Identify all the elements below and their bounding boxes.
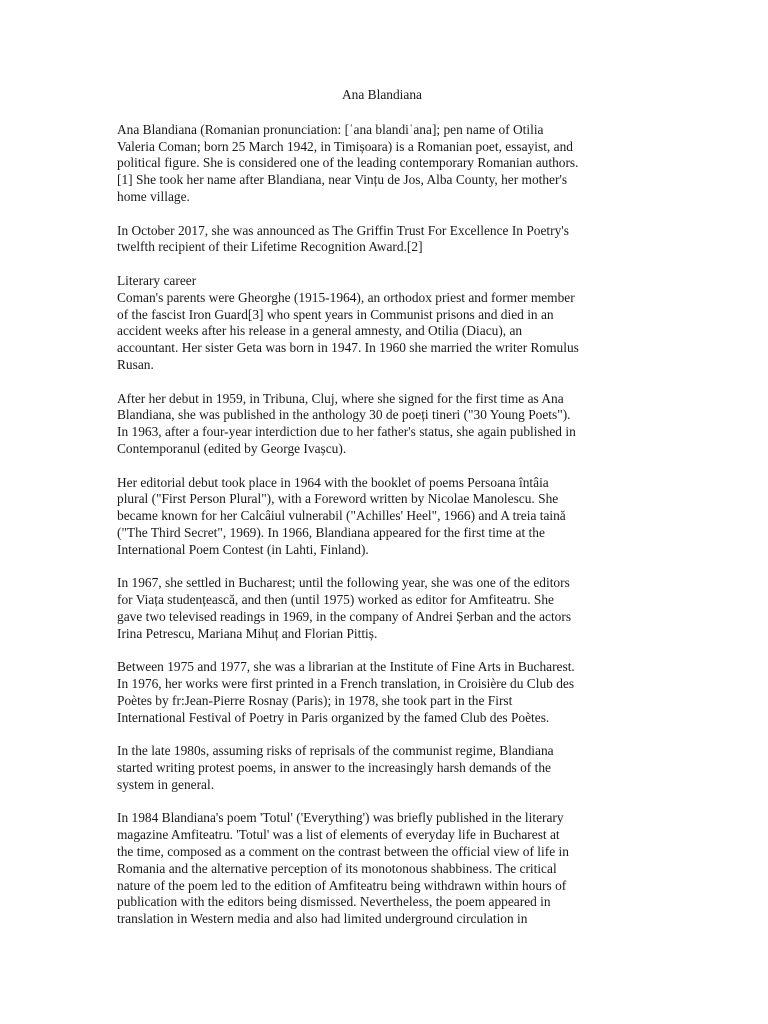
paragraph [117, 743, 647, 793]
paragraph-line: Poètes by fr:Jean-Pierre Rosnay (Paris); in 1978, she took part in the First [117, 692, 513, 708]
paragraph-line: nature of the poem led to the edition of Amfiteatru being withdrawn within hours of [117, 877, 567, 893]
paragraph-line: In 1963, after a four-year interdiction due to her father's status, she again published in [117, 424, 576, 440]
paragraph-line: Coman's parents were Gheorghe (1915-1964), an orthodox priest and former member [117, 289, 575, 305]
paragraph-line: accident weeks after his release in a general amnesty, and Otilia (Diacu), an [117, 323, 523, 339]
paragraph [117, 810, 647, 928]
paragraph-line: After her debut in 1959, in Tribuna, Cluj, where she signed for the first time as Ana [117, 390, 564, 406]
paragraph-line: political figure. She is considered one of the leading contemporary Romanian authors. [117, 155, 579, 171]
page-title: Ana Blandiana [342, 87, 422, 102]
paragraph-line: system in general. [117, 776, 215, 792]
paragraph-line: plural ("First Person Plural"), with a Foreword written by Nicolae Manolescu. She [117, 491, 559, 507]
paragraph-line: the time, composed as a comment on the contrast between the official view of life in [117, 844, 569, 860]
paragraph-line: Valeria Coman; born 25 March 1942, in Timișoara) is a Romanian poet, essayist, and [117, 138, 573, 154]
paragraph-line: home village. [117, 188, 190, 204]
paragraph [117, 391, 647, 458]
paragraph [117, 122, 647, 206]
paragraph-line: In 1984 Blandiana's poem 'Totul' ('Everything') was briefly published in the literary [117, 810, 564, 826]
paragraph [117, 290, 647, 374]
paragraph-line: became known for her Calcâiul vulnerabil ("Achilles' Heel", 1966) and A treia taină [117, 508, 566, 524]
paragraph-line: started writing protest poems, in answer to the increasingly harsh demands of the [117, 760, 551, 776]
paragraph [117, 575, 647, 642]
paragraph-line: Ana Blandiana (Romanian pronunciation: [ˈana blandiˈana]; pen name of Otilia [117, 121, 544, 137]
paragraph-line: for Viața studențească, and then (until 1975) worked as editor for Amfiteatru. She [117, 592, 554, 608]
document-body [117, 87, 647, 945]
paragraph-line: magazine Amfiteatru. 'Totul' was a list of elements of everyday life in Bucharest at [117, 827, 560, 843]
paragraph-line: In the late 1980s, assuming risks of reprisals of the communist regime, Blandiana [117, 743, 554, 759]
paragraph-line: gave two televised readings in 1969, in the company of Andrei Șerban and the actors [117, 608, 572, 624]
paragraph-line: publication with the editors being dismissed. Nevertheless, the poem appeared in [117, 894, 551, 910]
section-heading: Literary career [117, 272, 197, 288]
paragraph-line: translation in Western media and also had limited underground circulation in [117, 911, 528, 927]
paragraph-line: Rusan. [117, 356, 154, 372]
paragraph-line: Blandiana, she was published in the anthology 30 de poeți tineri ("30 Young Poets"). [117, 407, 571, 423]
literary-career-section [117, 290, 647, 928]
paragraph-line: of the fascist Iron Guard[3] who spent years in Communist prisons and died in an [117, 306, 554, 322]
paragraph-line: Contemporanul (edited by George Ivașcu). [117, 440, 347, 456]
paragraph-line: Irina Petrescu, Mariana Mihuț and Florian Pittiș. [117, 625, 378, 641]
paragraph-line: Between 1975 and 1977, she was a librarian at the Institute of Fine Arts in Bucharest. [117, 659, 575, 675]
paragraph-line: Her editorial debut took place in 1964 with the booklet of poems Persoana întâia [117, 474, 549, 490]
paragraph [117, 659, 647, 726]
paragraph-line: Romania and the alternative perception of its monotonous shabbiness. The critical [117, 860, 557, 876]
paragraph-line: International Poem Contest (in Lahti, Finland). [117, 541, 369, 557]
paragraph-line: ("The Third Secret", 1969). In 1966, Blandiana appeared for the first time at the [117, 524, 545, 540]
paragraph-line: International Festival of Poetry in Paris organized by the famed Club des Poètes. [117, 709, 550, 725]
paragraph [117, 223, 647, 257]
paragraph-line: In October 2017, she was announced as The Griffin Trust For Excellence In Poetry's [117, 222, 569, 238]
paragraph-line: [1] She took her name after Blandiana, near Vințu de Jos, Alba County, her mother's [117, 172, 568, 188]
paragraph-line: In 1967, she settled in Bucharest; until the following year, she was one of the editors [117, 575, 570, 591]
paragraph-line: accountant. Her sister Geta was born in 1947. In 1960 she married the writer Romulus [117, 340, 579, 356]
intro-section [117, 122, 647, 256]
paragraph-line: twelfth recipient of their Lifetime Recognition Award.[2] [117, 239, 423, 255]
paragraph [117, 475, 647, 559]
paragraph-line: In 1976, her works were first printed in a French translation, in Croisière du Club des [117, 676, 575, 692]
